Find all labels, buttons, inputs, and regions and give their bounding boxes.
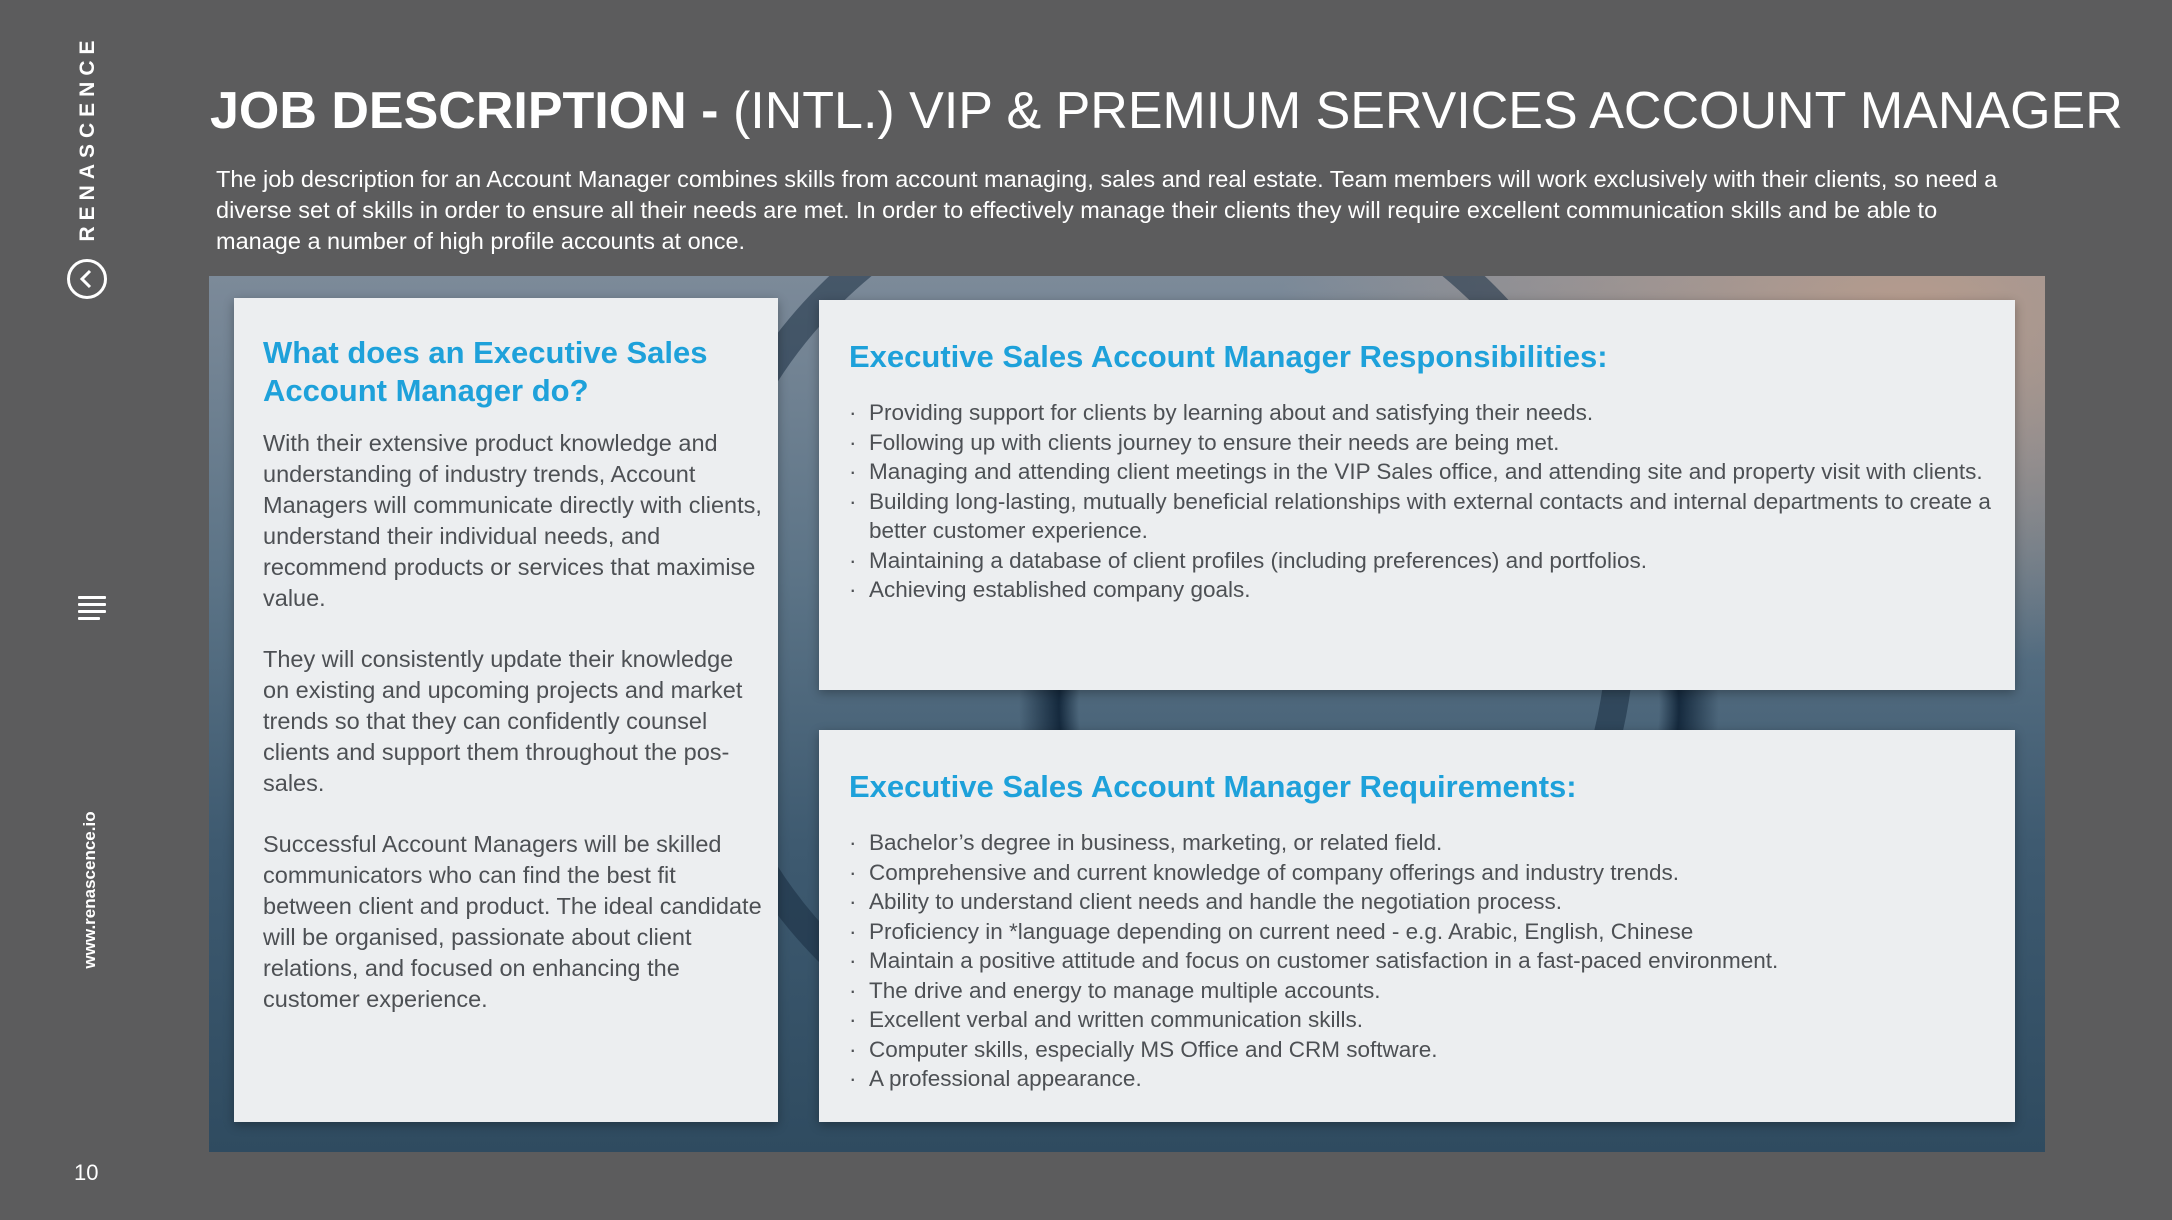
role-overview-paragraph: They will consistently update their knowledge on existing and upcoming projects and market trends so that they can confidently counsel clients and support them throughout the pos-sales. <box>263 646 743 796</box>
requirement-item: · Comprehensive and current knowledge of company offerings and industry trends. <box>849 858 1999 888</box>
requirement-item: · Proficiency in *language depending on current need - e.g. Arabic, English, Chinese <box>849 917 1999 947</box>
website-link[interactable]: www.renascence.io <box>80 811 99 969</box>
requirement-item: · Maintain a positive attitude and focus on customer satisfaction in a fast-paced environment. <box>849 946 1999 976</box>
content-panel <box>209 276 2045 1152</box>
responsibility-item: · Achieving established company goals. <box>849 575 1999 605</box>
responsibility-item: · Following up with clients journey to ensure their needs are being met. <box>849 428 1999 458</box>
role-overview-card <box>234 298 778 1122</box>
brand-logo-icon <box>67 259 107 299</box>
requirement-item: · The drive and energy to manage multiple accounts. <box>849 976 1999 1006</box>
responsibility-item: · Maintaining a database of client profiles (including preferences) and portfolios. <box>849 546 1999 576</box>
responsibility-item: · Building long-lasting, mutually beneficial relationships with external contacts and internal departments to create a better customer experience. <box>849 487 1999 546</box>
requirements-list <box>849 828 1999 1094</box>
requirement-item: · Bachelor’s degree in business, marketing, or related field. <box>849 828 1999 858</box>
brand-wordmark: RENASCENCE <box>76 34 99 242</box>
role-overview-heading: What does an Executive Sales Account Manager do? <box>263 335 708 408</box>
role-overview-paragraph: With their extensive product knowledge and understanding of industry trends, Account Managers will communicate directly with clients, understand their individual needs, and recommend products or services that maximise value. <box>263 430 762 611</box>
page-title-bold: JOB DESCRIPTION - <box>210 82 719 140</box>
requirements-heading: Executive Sales Account Manager Requirements: <box>849 769 1577 804</box>
menu-icon[interactable] <box>78 596 106 624</box>
sidebar <box>0 0 180 1220</box>
requirement-item: · Computer skills, especially MS Office and CRM software. <box>849 1035 1999 1065</box>
page-number: 10 <box>74 1160 99 1185</box>
responsibilities-list <box>849 398 1999 605</box>
responsibility-item: · Managing and attending client meetings in the VIP Sales office, and attending site and property visit with clients. <box>849 457 1999 487</box>
requirements-card <box>819 730 2015 1122</box>
requirement-item: · Ability to understand client needs and handle the negotiation process. <box>849 887 1999 917</box>
requirement-item: · A professional appearance. <box>849 1064 1999 1094</box>
responsibility-item: · Providing support for clients by learning about and satisfying their needs. <box>849 398 1999 428</box>
requirement-item: · Excellent verbal and written communication skills. <box>849 1005 1999 1035</box>
responsibilities-card <box>819 300 2015 690</box>
intro-paragraph: The job description for an Account Manager combines skills from account managing, sales and real estate. Team members will work exclusively with their clients, so need a diverse set of skills in order to ensure all their needs are met. In order to effectively manage their clients they will require excellent communication skills and be able to manage a number of high profile accounts at once. <box>216 166 1998 254</box>
page-title <box>210 78 2123 144</box>
responsibilities-heading: Executive Sales Account Manager Responsibilities: <box>849 339 1608 374</box>
page-title-regular: (INTL.) VIP & PREMIUM SERVICES ACCOUNT MANAGER <box>732 82 2123 140</box>
role-overview-paragraph: Successful Account Managers will be skilled communicators who can find the best fit between client and product. The ideal candidate will be organised, passionate about client relations, and focused on enhancing the customer experience. <box>263 831 762 1012</box>
